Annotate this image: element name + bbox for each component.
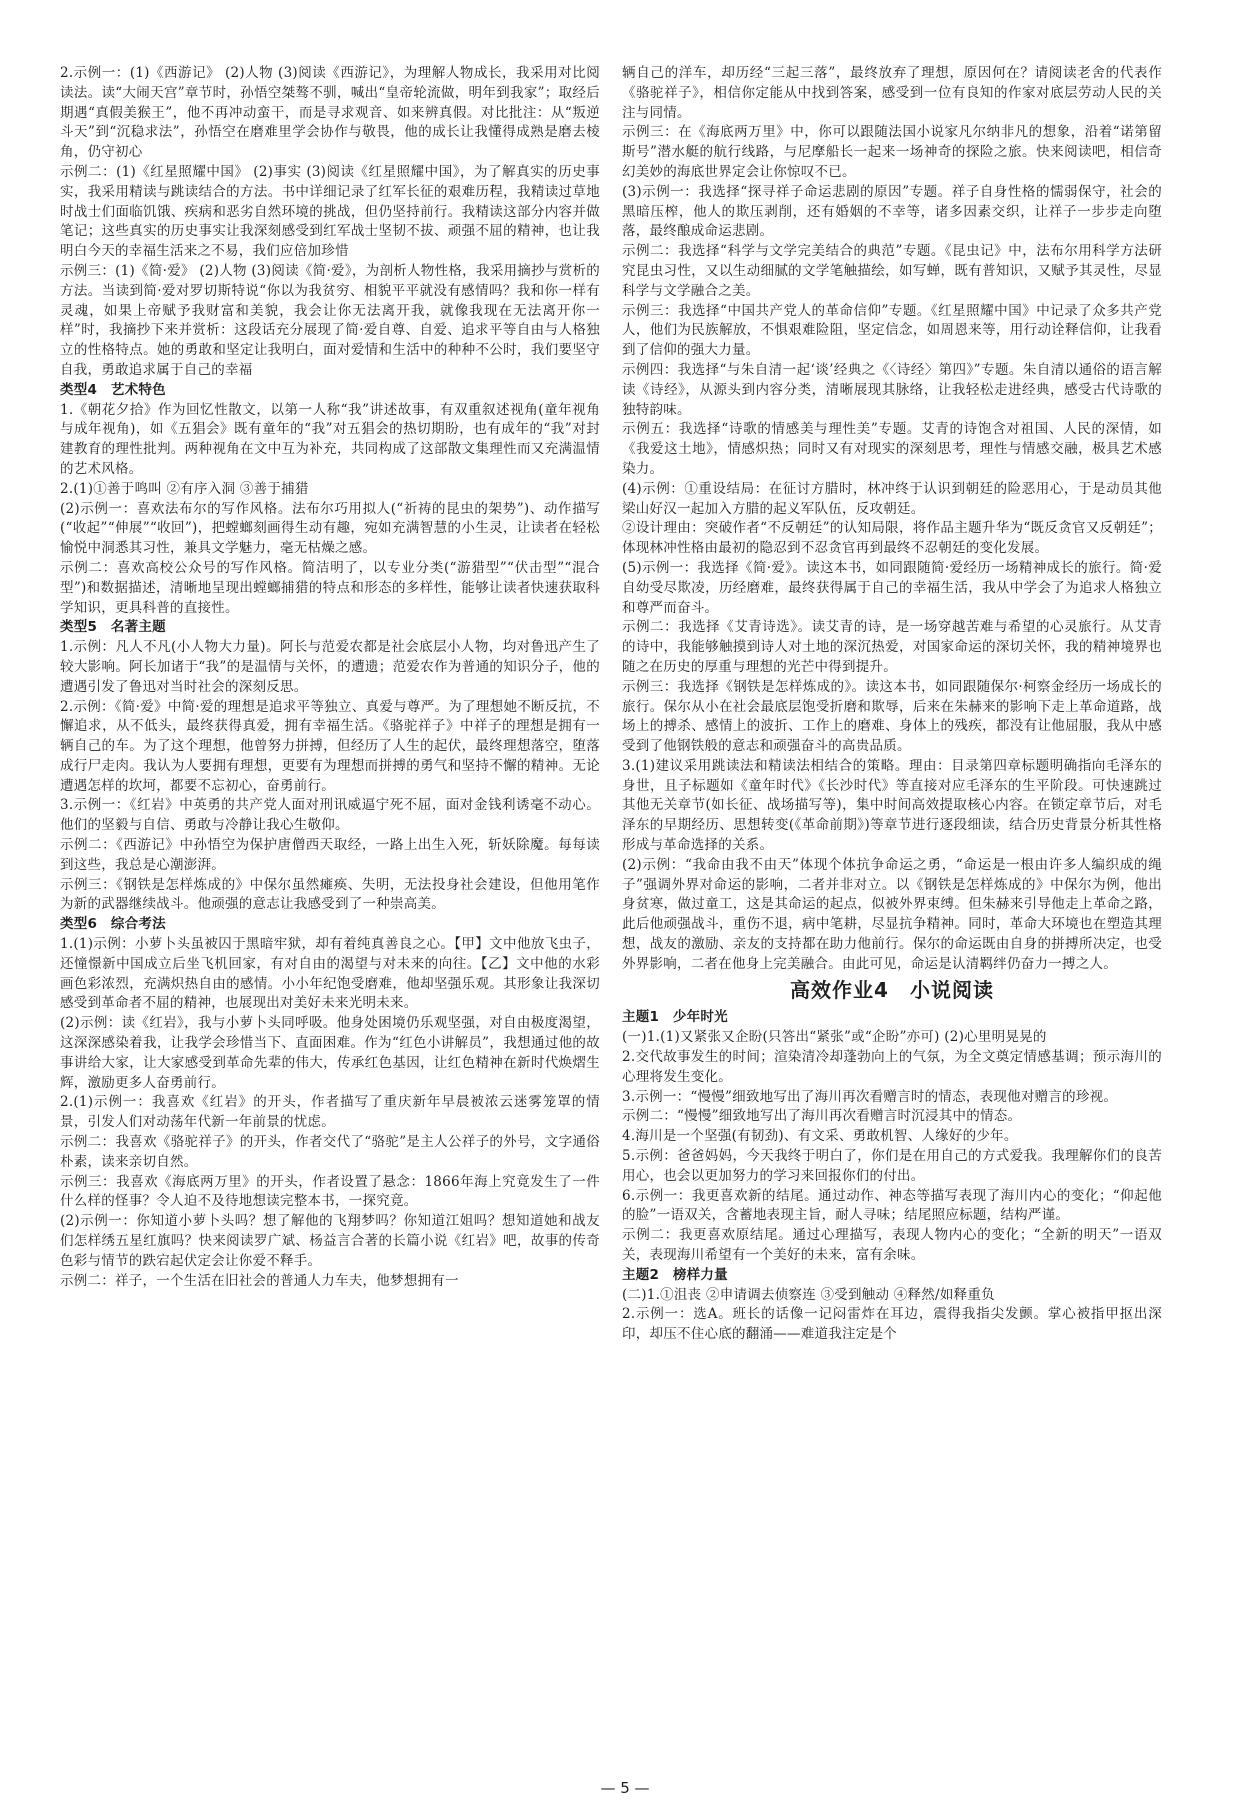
answer-paragraph: 2.示例：《简·爱》中简·爱的理想是追求平等独立、真爱与尊严。为了理想她不断反抗，不懈追求，从不低头，最终获得真爱，拥有幸福生活。《骆驼祥子》中祥子的理想是拥有一辆自己的车。为了这个理想，他曾努力拼搏，但经历了人生的起伏，最终理想落空，堕落成行尸走肉。我认为人要拥有理想，更要有为理想而拼搏的勇气和坚持不懈的精神。无论遭遇怎样的坎坷，都要不忘初心，奋勇前行。 [60,698,600,794]
answer-paragraph: 2.(1)示例一：我喜欢《红岩》的开头，作者描写了重庆新年早晨被浓云迷雾笼罩的情景，引发人们对动荡年代新一年前景的忧虑。 [60,1094,600,1131]
answer-paragraph: (2)示例：读《红岩》，我与小萝卜头同呼吸。他身处困境仍乐观坚强，对自由极度渴望，这深深感染着我，让我学会珍惜当下、直面困难。作为“红色小讲解员”，我想通过他的故事讲给大家，让大家感受到革命先辈的伟大，传承红色基因，让红色精神在新时代焕熠生辉，激励更多人奋勇前行。 [60,1015,600,1091]
answer-paragraph: 2.(1)①善于鸣叫 ②有序入洞 ③善于捕猎 [60,480,309,497]
answer-paragraph: 示例二：祥子，一个生活在旧社会的普通人力车夫，他梦想拥有一 [60,1272,459,1289]
section-heading: 类型6 综合考法 [60,916,166,933]
section-heading: 类型5 名著主题 [60,619,166,636]
answer-paragraph: (2)示例一：喜欢法布尔的写作风格。法布尔巧用拟人(“祈祷的昆虫的架势”)、动作描写(“收起”“伸展”“收回”)，把螳螂刻画得生动有趣，宛如充满智慧的小生灵，让读者在轻松愉悦中洞悉其习性，兼具文学魅力，毫无枯燥之感。 [60,500,600,557]
left-column [60,64,600,1291]
answer-paragraph: 3.示例一：《红岩》中英勇的共产党人面对刑讯威逼宁死不屈，面对金钱利诱毫不动心。他们的坚毅与自信、勇敢与冷静让我心生敬仰。 [60,797,600,834]
answer-paragraph: ②设计理由：突破作者“不反朝廷”的认知局限，将作品主题升华为“既反贪官又反朝廷”；体现林冲性格由最初的隐忍到不忍贪官再到最终不忍朝廷的变化发展。 [622,520,1162,557]
answer-paragraph: 示例二：我选择《艾青诗选》。读艾青的诗，是一场穿越苦难与希望的心灵旅行。从艾青的诗中，我能够触摸到诗人对土地的深沉热爱，对国家命运的深切关怀，我的精神境界也随之在历史的厚重与理想的光芒中得到提升。 [622,619,1162,675]
answer-paragraph: 辆自己的洋车，却历经“三起三落”，最终放弃了理想，原因何在？请阅读老舍的代表作《骆驼祥子》，相信你定能从中找到答案，感受到一位有良知的作家对底层劳动人民的关注与同情。 [622,65,1162,121]
answer-paragraph: 3.(1)建议采用跳读法和精读法相结合的策略。理由：目录第四章标题明确指向毛泽东的身世，且子标题如《童年时代》《长沙时代》等直接对应毛泽东的生平阶段。可快速跳过其他无关章节(如长征、战场描写等)，集中时间高效提取核心内容。在锁定章节后，对毛泽东的早期经历、思想转变(《革命前期》)等章节进行逐段细读，结合历史背景分析其性格形成与革命选择的关系。 [622,757,1162,854]
answer-paragraph: 示例二：我选择“科学与文学完美结合的典范”专题。《昆虫记》中，法布尔用科学方法研究昆虫习性，又以生动细腻的文学笔触描绘，如写蝉，既有普知识，又赋予其灵性，尽显科学与文学融合之美。 [622,243,1162,299]
answer-paragraph: 1.示例：凡人不凡(小人物大力量)。阿长与范爱农都是社会底层小人物，均对鲁迅产生了较大影响。阿长加诸于“我”的是温情与关怀，的遭遗；范爱农作为普通的知识分子，他的遭遇引发了鲁迅对当时社会的深刻反思。 [60,639,600,695]
answer-paragraph: 1.(1)示例：小萝卜头虽被囚于黑暗牢狱，却有着纯真善良之心。【甲】文中他放飞虫子，还憧憬新中国成立后坐飞机回家，有对自由的渴望与对未来的向往。【乙】文中他的水彩画色彩浓烈，充满炽热自由的感情。小小年纪饱受磨难，他却坚强乐观。其形象让我深切感受到革命者不屈的精神，也展现出对美好未来光明未来。 [60,936,600,1012]
answer-paragraph: 4.海川是一个坚强(有韧劲)、有文采、勇敢机智、人缘好的少年。 [622,1128,1018,1145]
right-column [622,64,1162,1345]
answer-paragraph: 示例三：在《海底两万里》中，你可以跟随法国小说家凡尔纳非凡的想象，沿着“诺第留斯号”潜水艇的航行线路，与尼摩船长一起来一场神奇的探险之旅。快来阅读吧，相信奇幻美妙的海底世界定会让你惊叹不已。 [622,124,1162,180]
answer-paragraph: 示例二：我更喜欢原结尾。通过心理描写，表现人物内心的变化；“全新的明天”一语双关，表现海川希望有一个美好的未来，富有余味。 [622,1227,1162,1264]
answer-paragraph: 示例三：我选择“中国共产党人的革命信仰”专题。《红星照耀中国》中记录了众多共产党人，他们为民族解放，不惧艰难险阻，坚定信念，如周恩来等，用行动诠释信仰，让我看到了信仰的强大力量。 [622,302,1162,359]
answer-paragraph: (二)1.①沮丧 ②申请调去侦察连 ③受到触动 ④释然/如释重负 [622,1286,995,1303]
answer-paragraph: 3.示例一：“慢慢”细致地写出了海川再次看赠言时的情态，表现他对赠言的珍视。 [622,1088,1118,1105]
answer-paragraph: 示例二：《西游记》中孙悟空为保护唐僧西天取经，一路上出生入死，斩妖除魔。每每读到这些，我总是心潮澎湃。 [60,837,600,873]
answer-paragraph: 示例四：我选择“与朱自清一起‘谈’经典之《〈诗经〉第四》”专题。朱自清以通俗的语言解读《诗经》，从源头到内容分类，清晰展现其脉络，让我轻松走进经典，感受古代诗歌的独特韵味。 [622,361,1162,418]
answer-paragraph: (2)示例一：你知道小萝卜头吗？想了解他的飞翔梦吗？你知道江姐吗？想知道她和战友们怎样绣五星红旗吗？快来阅读罗广斌、杨益言合著的长篇小说《红岩》吧，故事的传奇色彩与情节的跌宕起伏定会让你爱不释手。 [60,1213,600,1269]
answer-paragraph: (4)示例：①重设结局：在征讨方腊时，林冲终于认识到朝廷的险恶用心，于是动员其他梁山好汉一起加入方腊的起义军队伍，反攻朝廷。 [622,480,1162,517]
answer-paragraph: 2.交代故事发生的时间；渲染清冷却蓬勃向上的气氛，为全文奠定情感基调；预示海川的心理将发生变化。 [622,1049,1162,1085]
section-heading: 主题2 榜样力量 [622,1266,728,1283]
answer-paragraph: 6.示例一：我更喜欢新的结尾。通过动作、神态等描写表现了海川内心的变化；“仰起他的脸”一语双关，含蓄地表现主旨，耐人寻味；结尾照应标题，结构严谨。 [622,1187,1162,1224]
answer-paragraph: 示例三：《钢铁是怎样炼成的》中保尔虽然瘫痪、失明，无法投身社会建设，但他用笔作为新的武器继续战斗。他顽强的意志让我感受到了一种崇高美。 [60,876,600,913]
answer-paragraph: (2)示例：“我命由我不由天”体现个体抗争命运之勇，“命运是一根由许多人编织成的绳子”强调外界对命运的影响，二者并非对立。以《钢铁是怎样炼成的》中保尔为例，他出身贫寒，做过童工，这是其命运的起点，似被外界束缚。但朱赫来引导他走上革命之路，此后他顽强战斗，重伤不退，病中笔耕，尽显抗争精神。同时，革命大环境也在塑造其理想，战友的激励、亲友的支持都在助力他前行。保尔的命运既由自身的拼搏所决定，也受外界影响，二者在他身上完美融合。由此可见，命运是认清羁绊仍奋力一搏之人。 [622,856,1162,972]
section-heading: 主题1 少年时光 [622,1009,728,1026]
answer-paragraph: (5)示例一：我选择《简·爱》。读这本书，如同跟随简·爱经历一场精神成长的旅行。简·爱自幼受尽欺凌，历经磨难，最终获得属于自己的幸福生活，我从中学会了为追求人格独立和尊严而奋斗。 [622,559,1162,616]
answer-paragraph: 示例二：“慢慢”细致地写出了海川再次看赠言时沉浸其中的情态。 [622,1108,1022,1125]
section-heading: 类型4 艺术特色 [60,381,166,398]
page-number: — 5 — [600,1779,650,1797]
answer-paragraph: 2.示例一：(1)《西游记》 (2)人物 (3)阅读《西游记》，为理解人物成长，我采用对比阅读法。读“大闹天宫”章节时，孙悟空桀骜不驯，喊出“皇帝轮流做，明年到我家”；取经后期遇“真假美猴王”，他不再冲动蛮干，而是寻求观音、如来辨真假。对比批注：从“叛逆斗天”到“沉稳求法”，孙悟空在磨难里学会协作与敬畏，他的成长让我懂得成熟是磨去棱角，仍守初心 [60,65,600,161]
answer-paragraph: 示例五：我选择“诗歌的情感美与理性美”专题。艾青的诗饱含对祖国、人民的深情，如《我爱这土地》，情感炽热；同时又有对现实的深刻思考，理性与情感交融，极具艺术感染力。 [622,421,1162,477]
answer-paragraph: 示例三：(1)《简·爱》 (2)人物 (3)阅读《简·爱》，为剖析人物性格，我采用摘抄与赏析的方法。当读到简·爱对罗切斯特说“你以为我贫穷、相貌平平就没有感情吗？我和你一样有灵魂，如果上帝赋予我财富和美貌，我会让你无法离开我，就像我现在无法离开你一样”时，我摘抄下来并赏析：这段话充分展现了简·爱自尊、自爱、追求平等自由与人格独立的性格特点。她的勇敢和坚定让我明白，面对爱情和生活中的种种不公时，我们要坚守自我，勇敢追求属于自己的幸福 [60,262,600,378]
answer-paragraph: 示例二：我喜欢《骆驼祥子》的开头，作者交代了“骆驼”是主人公祥子的外号，文字通俗朴素，读来亲切自然。 [60,1134,600,1170]
answer-paragraph: (3)示例一：我选择“探寻祥子命运悲剧的原因”专题。祥子自身性格的懦弱保守，社会的黑暗压榨，他人的欺压剥削，还有婚姻的不幸等，诸多因素交织，让祥子一步步走向堕落，最终酿成命运悲剧。 [622,183,1162,240]
answer-paragraph: 1.《朝花夕拾》作为回忆性散文，以第一人称“我”讲述故事，有双重叙述视角(童年视角与成年视角)，如《五猖会》既有童年的“我”对五猖会的热切期盼，也有成年的“我”对封建教育的理性批判。两种视角在文中互为补充，共同构成了这部散文集理性而又充满温情的艺术风格。 [60,401,600,477]
answer-paragraph: 示例三：我选择《钢铁是怎样炼成的》。读这本书，如同跟随保尔·柯察金经历一场成长的旅行。保尔从小在社会最底层饱受折磨和欺辱，后来在朱赫来的影响下走上革命道路，战场上的搏杀、感情上的波折、工作上的磨难、身体上的残疾，都没有让他屈服，我从中感受到了他钢铁般的意志和顽强奋斗的高贵品质。 [622,678,1162,755]
answer-paragraph: 示例二：(1)《红星照耀中国》 (2)事实 (3)阅读《红星照耀中国》，为了解真实的历史事实，我采用精读与跳读结合的方法。书中详细记录了红军长征的艰难历程，我精读过草地时战士们面临饥饿、疾病和恶劣自然环境的挑战，但仍坚持前行。我精读这部分内容并做笔记；这些真实的历史事实让我深刻感受到红军战士坚韧不拔、顽强不屈的精神，也让我明白今天的幸福生活来之不易，我们应倍加珍惜 [60,163,600,260]
section-title: 高效作业4 小说阅读 [790,977,994,1002]
answer-paragraph: (一)1.(1)又紧张又企盼(只答出“紧张”或“企盼”亦可) (2)心里明晃晃的 [622,1029,1047,1046]
answer-paragraph: 2.示例一：选A。班长的话像一记闷雷炸在耳边，震得我指尖发颤。掌心被指甲抠出深印，却压不住心底的翻涌——难道我注定是个 [622,1306,1162,1343]
answer-paragraph: 示例三：我喜欢《海底两万里》的开头，作者设置了悬念：1866年海上究竟发生了一件什么样的怪事？令人迫不及待地想读完整本书，一探究竟。 [60,1173,600,1210]
answer-paragraph: 示例二：喜欢高校公众号的写作风格。简洁明了，以专业分类(“游猎型”“伏击型”“混合型”)和数据描述，清晰地呈现出螳螂捕猎的特点和形态的多样性，能够让读者快速获取科学知识，更具科普的直接性。 [60,559,600,616]
answer-paragraph: 5.示例：爸爸妈妈，今天我终于明白了，你们是在用自己的方式爱我。我理解你们的良苦用心，也会以更加努力的学习来回报你们的付出。 [622,1148,1162,1184]
